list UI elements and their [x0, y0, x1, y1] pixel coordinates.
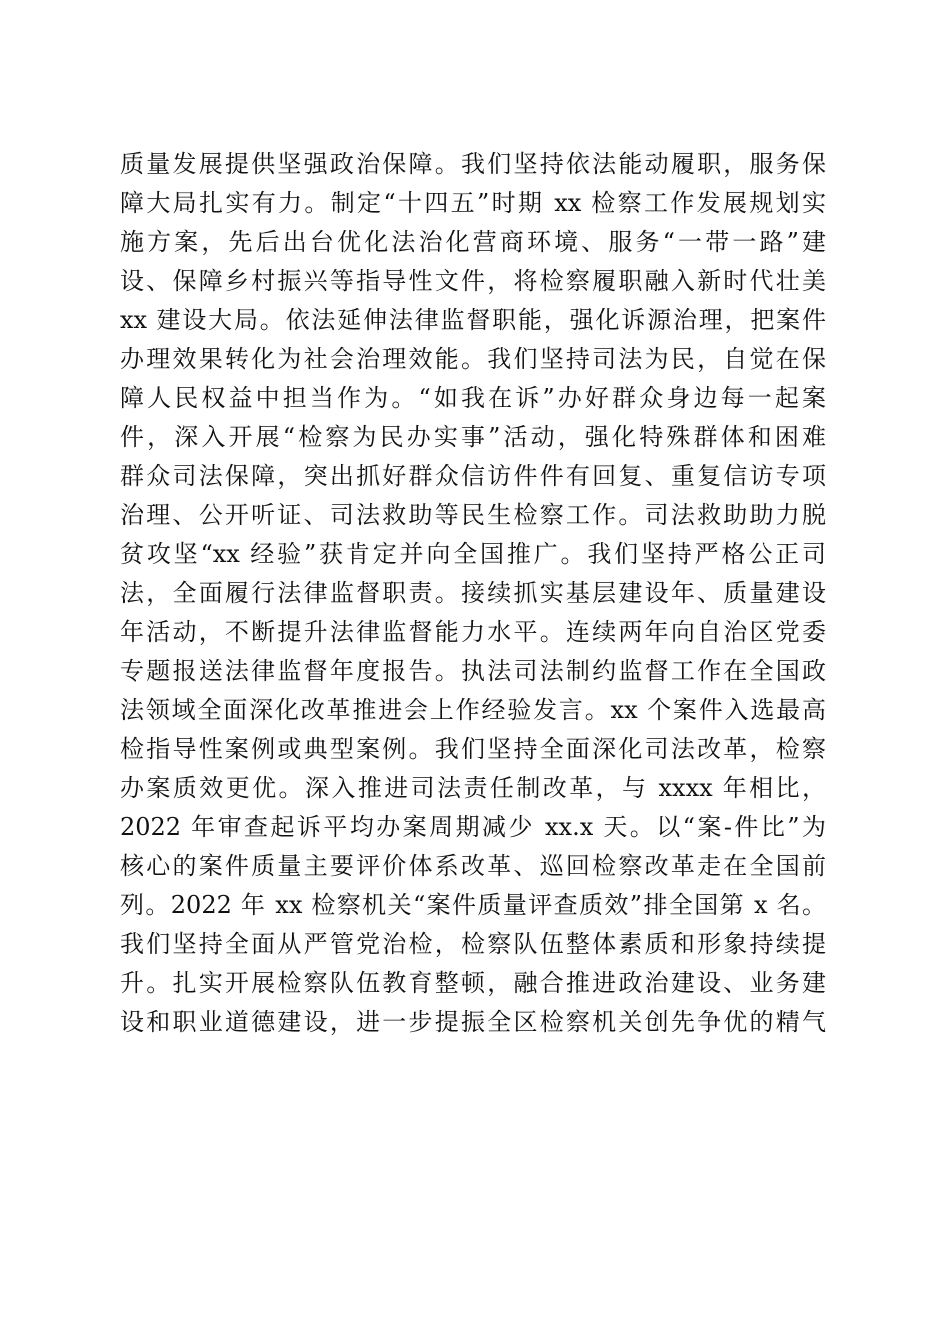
text-line: 检指导性案例或典型案例。我们坚持全面深化司法改革，检察: [120, 735, 826, 763]
text-line: 专题报送法律监督年度报告。执法司法制约监督工作在全国政: [120, 657, 826, 685]
text-line: 2022 年审查起诉平均办案周期减少 xx.x 天。以“案-件比”为: [120, 813, 826, 841]
text-line: 办案质效更优。深入推进司法责任制改革，与 xxxx 年相比，: [120, 774, 826, 802]
text-line: 障大局扎实有力。制定“十四五”时期 xx 检察工作发展规划实: [120, 189, 826, 217]
text-line: 质量发展提供坚强政治保障。我们坚持依法能动履职，服务保: [120, 150, 826, 178]
text-line: 核心的案件质量主要评价体系改革、巡回检察改革走在全国前: [120, 852, 826, 880]
text-line: 设、保障乡村振兴等指导性文件，将检察履职融入新时代壮美: [120, 267, 826, 295]
text-line: 办理效果转化为社会治理效能。我们坚持司法为民，自觉在保: [120, 345, 826, 373]
body-text: [120, 145, 826, 1042]
text-line: 法领域全面深化改革推进会上作经验发言。xx 个案件入选最高: [120, 696, 826, 724]
text-line: xx 建设大局。依法延伸法律监督职能，强化诉源治理，把案件: [120, 306, 826, 334]
text-line: 障人民权益中担当作为。“如我在诉”办好群众身边每一起案: [120, 384, 826, 412]
text-line: 治理、公开听证、司法救助等民生检察工作。司法救助助力脱: [120, 501, 826, 529]
text-line: 升。扎实开展检察队伍教育整顿，融合推进政治建设、业务建: [120, 969, 826, 997]
text-line: 设和职业道德建设，进一步提振全区检察机关创先争优的精气: [120, 1008, 826, 1036]
text-line: 我们坚持全面从严管党治检，检察队伍整体素质和形象持续提: [120, 930, 826, 958]
text-line: 法，全面履行法律监督职责。接续抓实基层建设年、质量建设: [120, 579, 826, 607]
text-line: 列。2022 年 xx 检察机关“案件质量评查质效”排全国第 x 名。: [120, 891, 826, 919]
text-line: 贫攻坚“xx 经验”获肯定并向全国推广。我们坚持严格公正司: [120, 540, 826, 568]
text-line: 年活动，不断提升法律监督能力水平。连续两年向自治区党委: [120, 618, 826, 646]
text-line: 件，深入开展“检察为民办实事”活动，强化特殊群体和困难: [120, 423, 826, 451]
text-line: 群众司法保障，突出抓好群众信访件件有回复、重复信访专项: [120, 462, 826, 490]
text-line: 施方案，先后出台优化法治化营商环境、服务“一带一路”建: [120, 228, 826, 256]
